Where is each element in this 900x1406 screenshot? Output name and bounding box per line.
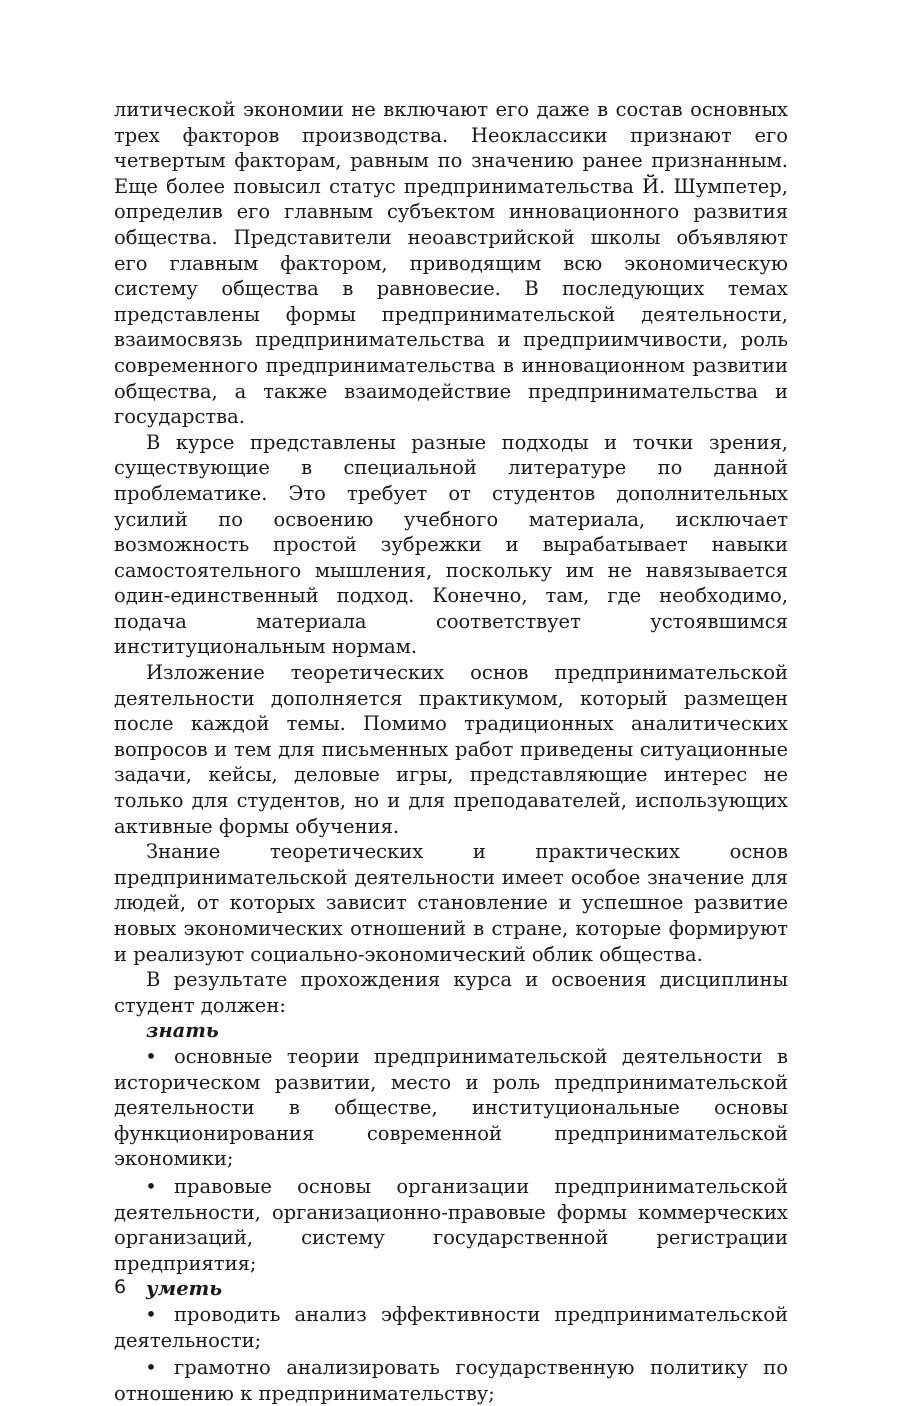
know-item-1 <box>114 1044 788 1172</box>
page-number: 6 <box>114 1276 127 1298</box>
can-item-1-text: проводить анализ эффективности предпринимательской деятельности; <box>114 1302 788 1352</box>
can-item-2 <box>114 1355 788 1406</box>
paragraph-3: Изложение теоретических основ предпринимательской деятельности дополняется практикумом, который размещен после каждой темы. Помимо традиционных аналитических вопросов и тем для письменных работ приведены ситуационные задачи, кейсы, деловые игры, представляющие интерес не только для студентов, но и для преподавателей, использующих активные формы обучения. <box>114 661 788 838</box>
can-item-2-text: грамотно анализировать государственную политику по отношению к предпринимательству; <box>114 1356 788 1405</box>
know-item-1-text: основные теории предпринимательской деятельности в историческом развитии, место и роль предпринимательской деятельности в обществе, институциональные основы функционирования современной предпринимательской экономики; <box>114 1044 788 1171</box>
paragraph-2: В курсе представлены разные подходы и точки зрения, существующие в специальной литературе по данной проблематике. Это требует от студентов дополнительных усилий по освоению учебного материала, исключает возможность простой зубрежки и вырабатывает навыки самостоятельного мышления, поскольку им не навязывается один-единственный подход. Конечно, там, где необходимо, подача материала соответствует устоявшимся институциональным нормам. <box>114 430 788 659</box>
bullet-icon: • <box>145 1174 157 1198</box>
paragraph-4: Знание теоретических и практических основ предпринимательской деятельности имеет особое значение для людей, от которых зависит становление и успешное развитие новых экономических отношений в стране, которые формируют и реализуют социально-экономический облик общества. <box>114 840 788 966</box>
bullet-icon: • <box>145 1302 157 1326</box>
know-item-2 <box>114 1174 788 1276</box>
know-label: знать <box>146 1019 219 1043</box>
bullet-icon: • <box>145 1356 157 1380</box>
paragraph-1: литической экономии не включают его даже в состав основных трех факторов производства. Неоклассики признают его четвертым факторам, равным по значению ранее признанным. Еще более повысил статус предпринимательства Й. Шумпетер, определив его главным субъектом инновационного развития общества. Представители неоавстрийской школы объявляют его главным фактором, приводящим всю экономическую систему общества в равновесие. В последующих темах представлены формы предпринимательской деятельности, взаимосвязь предпринимательства и предприимчивости, роль современного предпринимательства в инновационном развитии общества, а также взаимодействие предпринимательства и государства. <box>114 98 788 429</box>
bullet-icon: • <box>145 1044 157 1068</box>
can-label: уметь <box>146 1277 223 1301</box>
know-item-2-text: правовые основы организации предпринимательской деятельности, организационно-правовые формы коммерческих организаций, систему государственной регистрации предприятия; <box>114 1174 788 1275</box>
paragraph-5: В результате прохождения курса и освоения дисциплины студент должен: <box>114 968 788 1017</box>
can-item-1 <box>114 1302 788 1353</box>
page-body <box>114 97 788 1406</box>
